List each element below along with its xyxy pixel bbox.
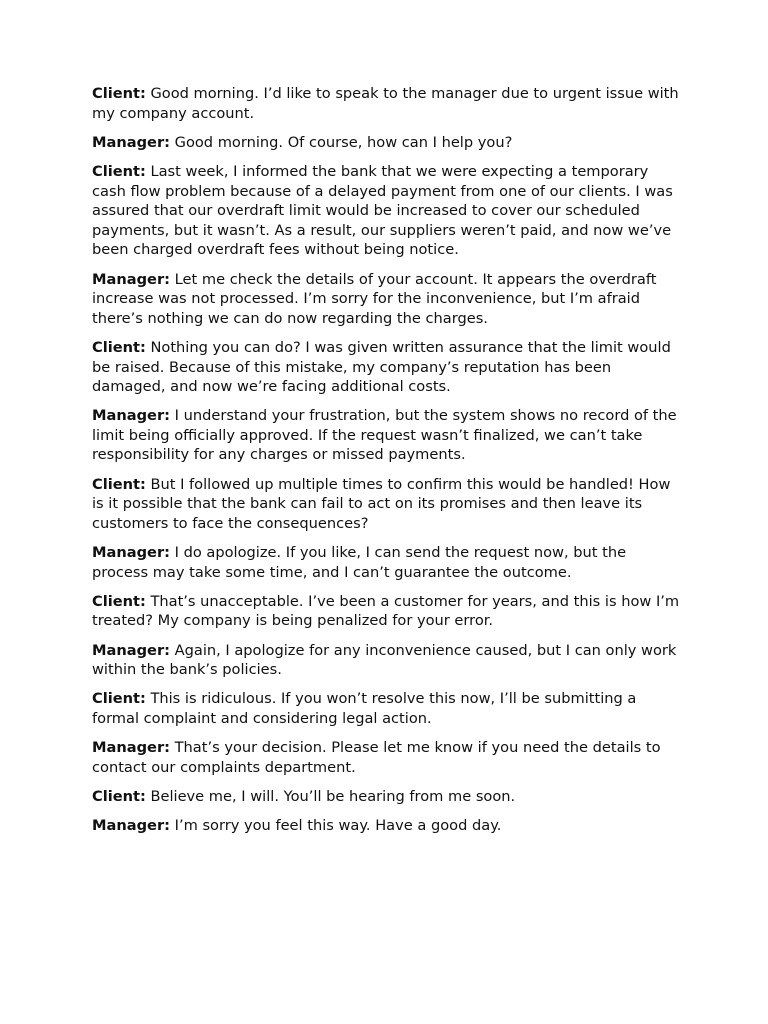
dialogue-text: I understand your frustration, but the system shows no record of the limit being officially approved. If the request wasn’t finalized, we can’t take responsibility for any charges or missed payments.: [92, 407, 677, 464]
speaker-label: Manager:: [92, 641, 170, 659]
speaker-label: Manager:: [92, 739, 170, 757]
speaker-label: Client:: [92, 475, 146, 493]
dialogue-text: This is ridiculous. If you won’t resolve this now, I’ll be submitting a formal complaint and considering legal action.: [92, 690, 637, 727]
dialogue-line-manager: [92, 543, 682, 582]
speaker-label: Client:: [92, 592, 146, 610]
dialogue-text: That’s your decision. Please let me know if you need the details to contact our complaints department.: [92, 739, 661, 776]
dialogue-line-client: [92, 592, 682, 631]
dialogue-line-manager: [92, 738, 682, 777]
dialogue-text: Last week, I informed the bank that we were expecting a temporary cash flow problem because of a delayed payment from one of our clients. I was assured that our overdraft limit would be increased to cover our scheduled payments, but it wasn’t. As a result, our suppliers weren’t paid, and now we’ve been charged overdraft fees without being notice.: [92, 162, 673, 259]
dialogue-text: Let me check the details of your account. It appears the overdraft increase was not processed. I’m sorry for the inconvenience, but I’m afraid there’s nothing we can do now regarding the charges.: [92, 270, 657, 327]
dialogue-line-manager: [92, 133, 682, 153]
dialogue-line-client: [92, 689, 682, 728]
dialogue-text: But I followed up multiple times to confirm this would be handled! How is it possible that the bank can fail to act on its promises and then leave its customers to face the consequences?: [92, 475, 671, 532]
speaker-label: Manager:: [92, 817, 170, 835]
dialogue-line-client: [92, 84, 682, 123]
dialogue-text: Again, I apologize for any inconvenience caused, but I can only work within the bank’s policies.: [92, 641, 677, 679]
speaker-label: Manager:: [92, 407, 170, 425]
dialogue-text: Believe me, I will. You’ll be hearing from me soon.: [150, 787, 516, 805]
dialogue-line-client: [92, 162, 682, 260]
speaker-label: Manager:: [92, 133, 170, 151]
dialogue-line-manager: [92, 641, 682, 680]
dialogue-text: That’s unacceptable. I’ve been a customer for years, and this is how I’m treated? My company is being penalized for your error.: [92, 592, 680, 630]
dialogue-text: Good morning. Of course, how can I help you?: [174, 133, 513, 151]
dialogue-text: Nothing you can do? I was given written assurance that the limit would be raised. Because of this mistake, my company’s reputation has been damaged, and now we’re facing additional costs.: [92, 338, 671, 396]
dialogue-line-manager: [92, 816, 682, 836]
dialogue-line-manager: [92, 270, 682, 329]
dialogue-line-client: [92, 475, 682, 534]
speaker-label: Manager:: [92, 544, 170, 562]
document-page: [92, 84, 682, 845]
dialogue-text: I’m sorry you feel this way. Have a good day.: [174, 817, 502, 835]
dialogue-line-client: [92, 787, 682, 807]
speaker-label: Client:: [92, 787, 146, 805]
speaker-label: Client:: [92, 162, 146, 180]
dialogue-line-client: [92, 338, 682, 397]
speaker-label: Client:: [92, 690, 146, 708]
dialogue-text: I do apologize. If you like, I can send the request now, but the process may take some time, and I can’t guarantee the outcome.: [92, 544, 627, 581]
speaker-label: Client:: [92, 85, 146, 102]
dialogue-line-manager: [92, 406, 682, 465]
dialogue-text: Good morning. I’d like to speak to the manager due to urgent issue with my company account.: [92, 85, 679, 122]
speaker-label: Client:: [92, 338, 146, 356]
speaker-label: Manager:: [92, 270, 170, 288]
